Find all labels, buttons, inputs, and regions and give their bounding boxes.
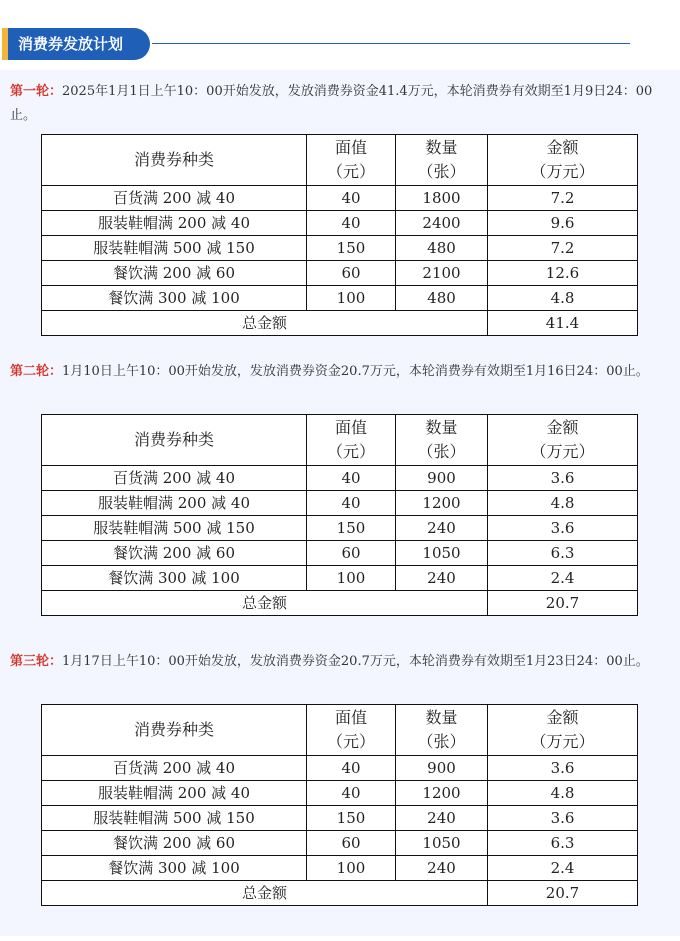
- face-value-cell: 40: [307, 781, 396, 806]
- table-row: [42, 541, 638, 566]
- voucher-type-cell: 餐饮满 200 减 60: [42, 831, 307, 856]
- voucher-type-cell: 百货满 200 减 40: [42, 186, 307, 211]
- table-row: [42, 566, 638, 591]
- table-row: [42, 856, 638, 881]
- voucher-type-cell: 服装鞋帽满 200 减 40: [42, 491, 307, 516]
- quantity-cell: 1200: [396, 491, 488, 516]
- round-1-label: 第一轮：: [10, 84, 63, 99]
- face-value-cell: 150: [307, 236, 396, 261]
- quantity-cell: 2100: [396, 261, 488, 286]
- table-row: [42, 466, 638, 491]
- table-row: [42, 491, 638, 516]
- amount-cell: 4.8: [488, 286, 638, 311]
- face-value-cell: 100: [307, 856, 396, 881]
- total-amount-cell: 41.4: [488, 311, 638, 336]
- col-header-type: 消费券种类: [42, 135, 307, 186]
- amount-cell: 6.3: [488, 831, 638, 856]
- face-value-cell: 100: [307, 566, 396, 591]
- voucher-type-cell: 服装鞋帽满 200 减 40: [42, 781, 307, 806]
- round-2-label: 第二轮：: [10, 364, 63, 379]
- quantity-cell: 900: [396, 756, 488, 781]
- face-value-cell: 60: [307, 541, 396, 566]
- round-3-description: [10, 650, 670, 674]
- voucher-type-cell: 餐饮满 300 减 100: [42, 566, 307, 591]
- amount-cell: 3.6: [488, 806, 638, 831]
- col-header-type: 消费券种类: [42, 705, 307, 756]
- section-header: [0, 28, 680, 62]
- face-value-cell: 60: [307, 831, 396, 856]
- table-total-row: [42, 311, 638, 336]
- face-value-cell: 100: [307, 286, 396, 311]
- table-header-row: [42, 135, 638, 186]
- col-header-face-value: 面值 （元）: [307, 705, 396, 756]
- round-1-table: [41, 134, 638, 336]
- amount-cell: 3.6: [488, 756, 638, 781]
- section-title: 消费券发放计划: [8, 28, 150, 60]
- header-rule: [152, 43, 630, 44]
- amount-cell: 2.4: [488, 566, 638, 591]
- voucher-type-cell: 餐饮满 200 减 60: [42, 261, 307, 286]
- table-row: [42, 756, 638, 781]
- face-value-cell: 40: [307, 211, 396, 236]
- round-1-description: [10, 80, 670, 128]
- amount-cell: 7.2: [488, 186, 638, 211]
- amount-cell: 3.6: [488, 466, 638, 491]
- round-2-description: [10, 360, 670, 384]
- quantity-cell: 1050: [396, 541, 488, 566]
- voucher-type-cell: 服装鞋帽满 500 减 150: [42, 806, 307, 831]
- round-3-label: 第三轮：: [10, 654, 63, 669]
- total-amount-cell: 20.7: [488, 591, 638, 616]
- face-value-cell: 40: [307, 466, 396, 491]
- face-value-cell: 40: [307, 186, 396, 211]
- table-row: [42, 236, 638, 261]
- face-value-cell: 150: [307, 516, 396, 541]
- col-header-face-value: 面值 （元）: [307, 415, 396, 466]
- table-total-row: [42, 591, 638, 616]
- table-row: [42, 806, 638, 831]
- col-header-quantity: 数量 （张）: [396, 415, 488, 466]
- amount-cell: 4.8: [488, 491, 638, 516]
- table-row: [42, 186, 638, 211]
- table-row: [42, 831, 638, 856]
- total-amount-cell: 20.7: [488, 881, 638, 906]
- table-row: [42, 286, 638, 311]
- col-header-amount: 金额 （万元）: [488, 415, 638, 466]
- table-row: [42, 261, 638, 286]
- amount-cell: 12.6: [488, 261, 638, 286]
- amount-cell: 6.3: [488, 541, 638, 566]
- quantity-cell: 480: [396, 236, 488, 261]
- amount-cell: 2.4: [488, 856, 638, 881]
- quantity-cell: 2400: [396, 211, 488, 236]
- voucher-type-cell: 餐饮满 200 减 60: [42, 541, 307, 566]
- col-header-amount: 金额 （万元）: [488, 135, 638, 186]
- voucher-type-cell: 服装鞋帽满 500 减 150: [42, 516, 307, 541]
- table-row: [42, 211, 638, 236]
- quantity-cell: 1050: [396, 831, 488, 856]
- round-3-text: 1月17日上午10：00开始发放，发放消费券资金20.7万元，本轮消费券有效期至1月23日24：00止。: [62, 654, 649, 669]
- face-value-cell: 150: [307, 806, 396, 831]
- table-row: [42, 781, 638, 806]
- quantity-cell: 480: [396, 286, 488, 311]
- col-header-amount: 金额 （万元）: [488, 705, 638, 756]
- amount-cell: 9.6: [488, 211, 638, 236]
- table-row: [42, 516, 638, 541]
- amount-cell: 3.6: [488, 516, 638, 541]
- quantity-cell: 900: [396, 466, 488, 491]
- voucher-type-cell: 百货满 200 减 40: [42, 466, 307, 491]
- amount-cell: 4.8: [488, 781, 638, 806]
- table-header-row: [42, 705, 638, 756]
- face-value-cell: 60: [307, 261, 396, 286]
- quantity-cell: 240: [396, 806, 488, 831]
- col-header-quantity: 数量 （张）: [396, 705, 488, 756]
- round-2-text: 1月10日上午10：00开始发放，发放消费券资金20.7万元，本轮消费券有效期至1月16日24：00止。: [62, 364, 649, 379]
- total-label: 总金额: [42, 591, 488, 616]
- quantity-cell: 240: [396, 856, 488, 881]
- round-1-text: 2025年1月1日上午10：00开始发放，发放消费券资金41.4万元，本轮消费券有效期至1月9日24：00止。: [10, 84, 653, 123]
- col-header-quantity: 数量 （张）: [396, 135, 488, 186]
- col-header-type: 消费券种类: [42, 415, 307, 466]
- voucher-type-cell: 百货满 200 减 40: [42, 756, 307, 781]
- voucher-type-cell: 餐饮满 300 减 100: [42, 856, 307, 881]
- voucher-type-cell: 服装鞋帽满 200 减 40: [42, 211, 307, 236]
- total-label: 总金额: [42, 881, 488, 906]
- table-header-row: [42, 415, 638, 466]
- face-value-cell: 40: [307, 756, 396, 781]
- quantity-cell: 240: [396, 516, 488, 541]
- col-header-face-value: 面值 （元）: [307, 135, 396, 186]
- round-2-table: [41, 414, 638, 616]
- total-label: 总金额: [42, 311, 488, 336]
- quantity-cell: 240: [396, 566, 488, 591]
- quantity-cell: 1800: [396, 186, 488, 211]
- amount-cell: 7.2: [488, 236, 638, 261]
- face-value-cell: 40: [307, 491, 396, 516]
- voucher-type-cell: 服装鞋帽满 500 减 150: [42, 236, 307, 261]
- quantity-cell: 1200: [396, 781, 488, 806]
- round-3-table: [41, 704, 638, 906]
- voucher-type-cell: 餐饮满 300 减 100: [42, 286, 307, 311]
- table-total-row: [42, 881, 638, 906]
